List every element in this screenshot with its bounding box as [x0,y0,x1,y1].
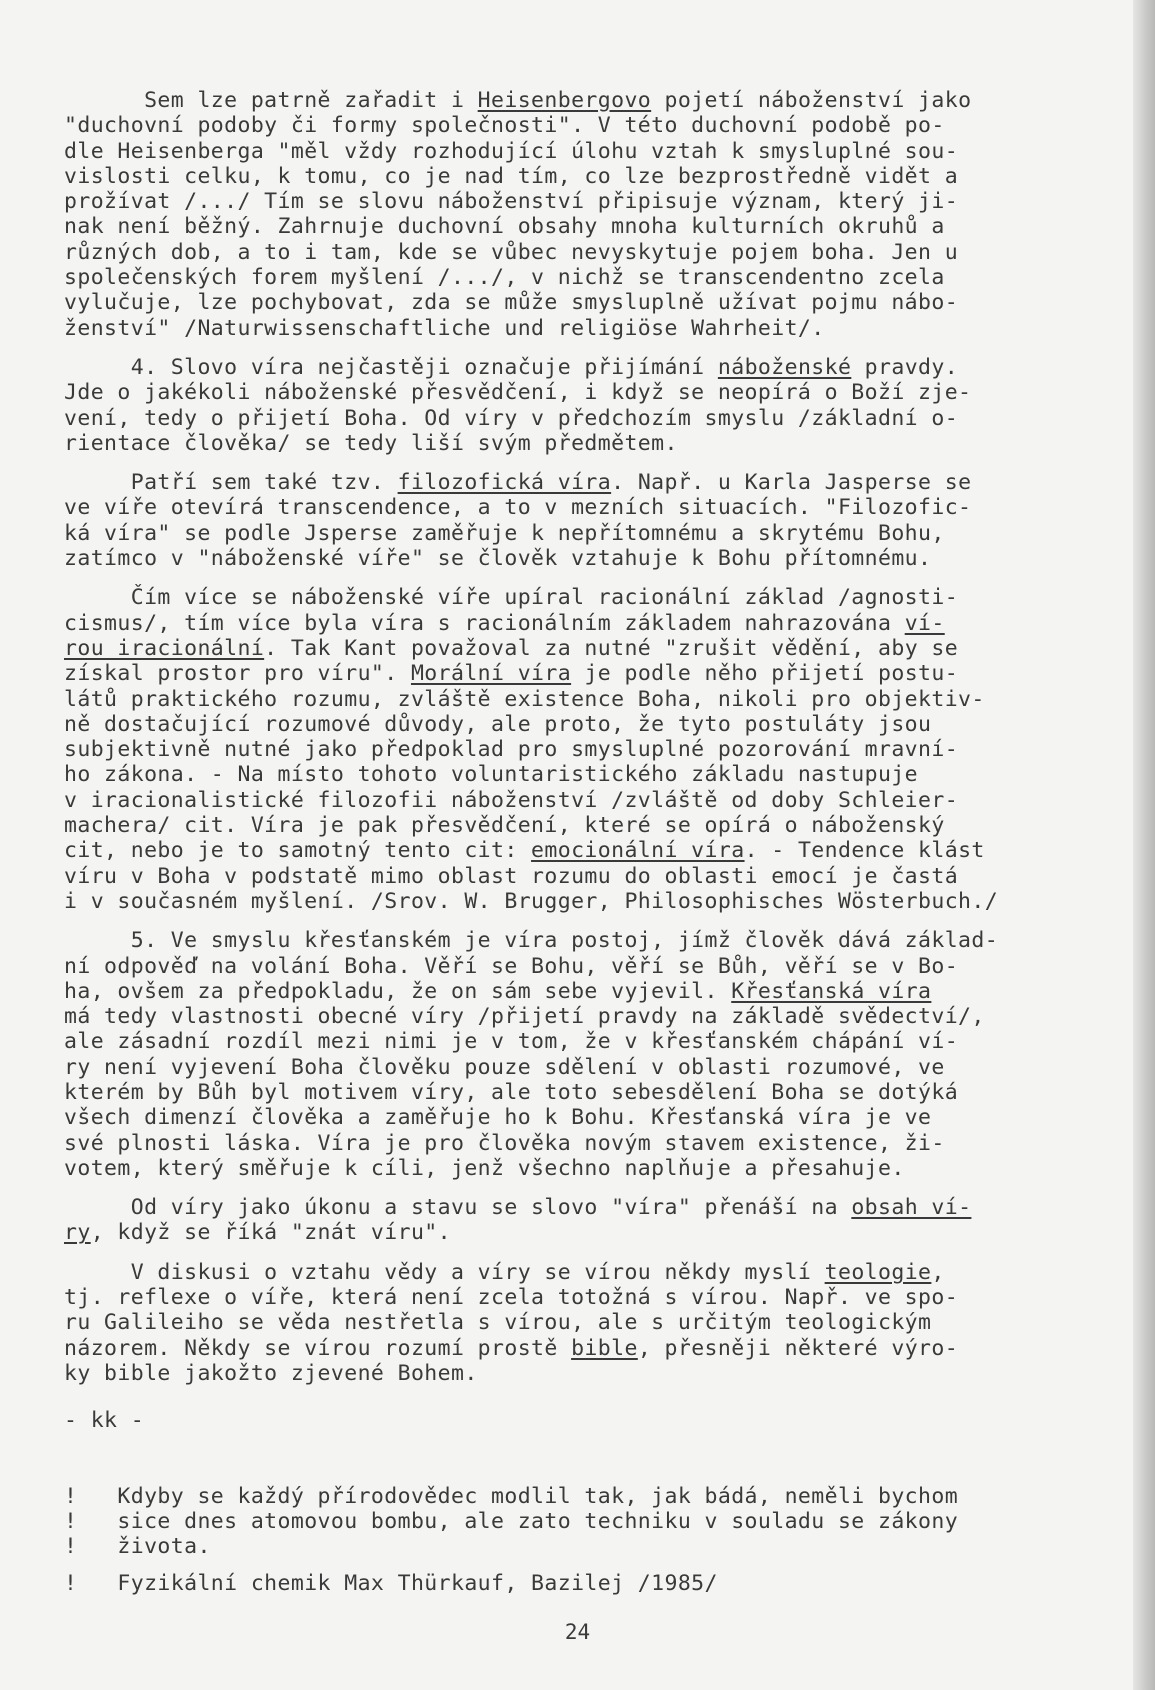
text-line: V diskusi o vztahu vědy a víry se vírou někdy myslí teologie, [64,1259,945,1285]
underlined-term: ví- [904,610,945,636]
text-line: Jde o jakékoli náboženské přesvědčení, i když se neopírá o Boží zje- [64,380,972,406]
text-line: zatímco v "náboženské víře" se člověk vztahuje k Bohu přítomnému. [64,546,932,572]
paragraph [64,585,1104,914]
text-line: 4. Slovo víra nejčastěji označuje přijímání náboženské pravdy. [64,354,959,380]
text-line: votem, který směřuje k cíli, jenž všechno naplňuje a přesahuje. [64,1155,905,1181]
text-line: Sem lze patrně zařadit i Heisenbergovo pojetí náboženství jako [64,88,972,113]
underlined-term: bible [571,1335,638,1361]
text-line: ry není vyjevení Boha člověku pouze sdělení v oblasti rozumové, ve [64,1054,945,1080]
underlined-term: Křesťanská víra [731,978,932,1004]
text-line: 5. Ve smyslu křesťanském je víra postoj, jímž člověk dává základ- [64,928,999,954]
paragraph [64,470,1104,571]
article-body [64,88,1104,1597]
text-line: získal prostor pro víru". Morální víra je podle něho přijetí postu- [64,661,959,687]
quote-attribution: ! Fyzikální chemik Max Thürkauf, Bazilej /1985/ [64,1571,718,1597]
underlined-term: obsah ví- [851,1195,972,1221]
page-number: 24 [564,1620,591,1644]
text-line: víru v Boha v podstatě mimo oblast rozumu do oblasti emocí je častá [64,863,959,889]
text-line: cismus/, tím více byla víra s racionálním základem nahrazována ví- [64,610,945,636]
text-line: prožívat /.../ Tím se slovu náboženství připisuje význam, který ji- [64,189,959,215]
text-line: ně dostačující rozumové důvody, ale proto, že tyto postuláty jsou [64,711,932,737]
text-line: ale zásadní rozdíl mezi nimi je v tom, že v křesťanském chápání ví- [64,1029,959,1055]
author-signature: - kk - [64,1408,145,1434]
text-line: ry, když se říká "znát víru". [64,1220,451,1246]
text-line: ve víře otevírá transcendence, a to v mezních situacích. "Filozofic- [64,495,972,521]
quote-line: ! života. [64,1534,211,1560]
underlined-term: náboženské [717,354,852,380]
underlined-term: teologie [824,1259,932,1285]
quote-block [64,1484,1104,1597]
text-line: ho zákona. - Na místo tohoto voluntaristického základu nastupuje [64,762,919,788]
text-line: rientace člověka/ se tedy liší svým předmětem. [64,430,678,456]
paragraph-list [64,88,1104,1386]
underlined-term: rou iracionální [64,635,265,661]
paragraph [64,355,1104,456]
text-line: i v současném myšlení. /Srov. W. Brugger, Philosophisches Wösterbuch./ [64,888,999,914]
text-line: machera/ cit. Víra je pak přesvědčení, které se opírá o náboženský [64,813,945,839]
text-line: společenských forem myšlení /.../, v nichž se transcendentno zcela [64,265,945,291]
underlined-term: filozofická víra [397,470,612,496]
text-line: vení, tedy o přijetí Boha. Od víry v předchozím smyslu /základní o- [64,405,959,431]
text-line: v iracionalistické filozofii náboženství /zvláště od doby Schleier- [64,787,959,813]
underlined-term: Morální víra [410,661,572,687]
text-line: ky bible jakožto zjevené Bohem. [64,1360,478,1386]
page-edge-shadow [1133,0,1155,1690]
text-line: ru Galileiho se věda nestřetla s vírou, ale s určitým teologickým [64,1310,932,1336]
text-line: všech dimenzí člověka a zaměřuje ho k Bohu. Křesťanská víra je ve [64,1105,932,1131]
text-line: kterém by Bůh byl motivem víry, ale toto sebesdělení Boha se dotýká [64,1079,959,1105]
text-line: své plnosti láska. Víra je pro člověka novým stavem existence, ži- [64,1130,945,1156]
text-line: ká víra" se podle Jsperse zaměřuje k nepřítomnému a skrytému Bohu, [64,520,945,546]
paragraph [64,1195,1104,1246]
text-line: rou iracionální. Tak Kant považoval za nutné "zrušit vědění, aby se [64,635,959,661]
underlined-term: Heisenbergovo [477,88,652,113]
text-line: ní odpověď na volání Boha. Věří se Bohu, věří se Bůh, věří se v Bo- [64,953,959,979]
paragraph [64,88,1104,341]
text-line: Od víry jako úkonu a stavu se slovo "víra" přenáší na obsah ví- [64,1195,972,1221]
text-line: subjektivně nutné jako předpoklad pro smysluplné pozorování mravní- [64,737,959,763]
text-line: nak není běžný. Zahrnuje duchovní obsahy mnoha kulturních okruhů a [64,214,945,240]
text-line: "duchovní podoby či formy společnosti". V této duchovní podobě po- [64,113,945,139]
text-line: Čím více se náboženské víře upíral racionální základ /agnosti- [64,585,959,611]
text-line: ženství" /Naturwissenschaftliche und religiöse Wahrheit/. [64,315,825,341]
quote-line: ! Kdyby se každý přírodovědec modlil tak, jak bádá, neměli bychom [64,1483,959,1509]
quote-line: ! sice dnes atomovou bombu, ale zato techniku v souladu se zákony [64,1508,959,1534]
text-line: cit, nebo je to samotný tento cit: emocionální víra. - Tendence klást [64,838,985,864]
paragraph [64,1260,1104,1386]
text-line: vylučuje, lze pochybovat, zda se může smysluplně užívat pojmu nábo- [64,290,959,316]
text-line: vislosti celku, k tomu, co je nad tím, co lze bezprostředně vidět a [64,163,959,189]
underlined-term: emocionální víra [531,838,745,864]
paragraph [64,928,1104,1181]
text-line: látů praktického rozumu, zvláště existence Boha, nikoli pro objektiv- [64,686,985,712]
text-line: Patří sem také tzv. filozofická víra. Např. u Karla Jasperse se [64,470,972,496]
text-line: tj. reflexe o víře, která není zcela totožná s vírou. Např. ve spo- [64,1285,959,1311]
text-line: různých dob, a to i tam, kde se vůbec nevyskytuje pojem boha. Jen u [64,239,959,265]
underlined-term: ry [64,1220,91,1246]
text-line: názorem. Někdy se vírou rozumí prostě bible, přesněji některé výro- [64,1335,959,1361]
text-line: má tedy vlastnosti obecné víry /přijetí pravdy na základě svědectví/, [64,1004,985,1030]
text-line: ha, ovšem za předpokladu, že on sám sebe vyjevil. Křesťanská víra [64,978,932,1004]
text-line: dle Heisenberga "měl vždy rozhodující úlohu vztah k smysluplné sou- [64,138,959,164]
